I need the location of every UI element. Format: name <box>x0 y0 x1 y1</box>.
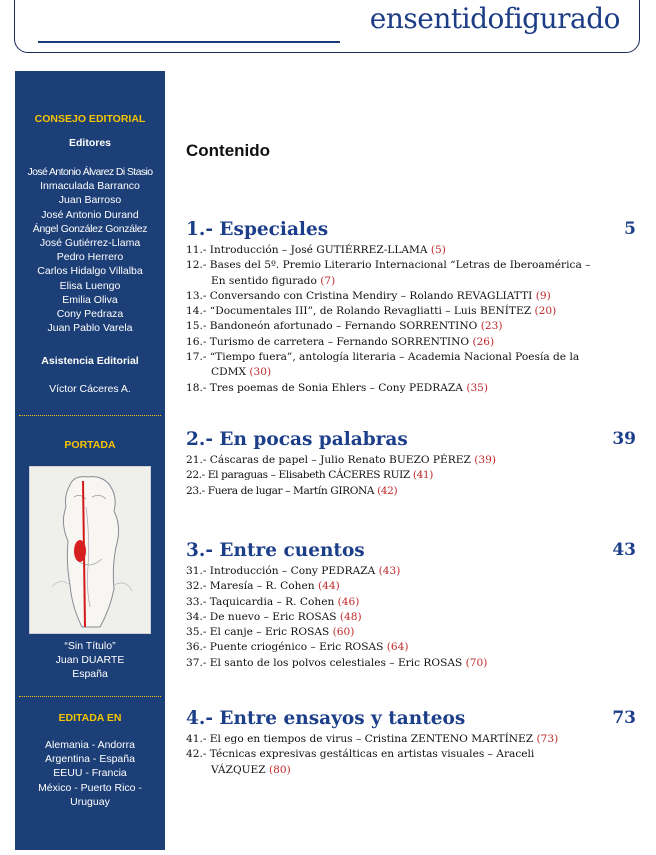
toc-entry[interactable]: 12.- Bases del 5º. Premio Literario Internacional “Letras de Iberoamérica – En sentido figurado (7) <box>186 259 591 287</box>
toc-entry[interactable]: 42.- Técnicas expresivas gestálticas en artistas visuales – Araceli VÁZQUEZ (80) <box>186 748 535 776</box>
country-line: México - Puerto Rico - <box>38 781 142 794</box>
portada-title: PORTADA <box>64 439 116 451</box>
entry-page: (43) <box>378 565 401 577</box>
entry-page: (41) <box>412 469 434 482</box>
toc-entry[interactable]: 11.- Introducción – José GUTIÉRREZ-LLAMA (5) <box>186 244 446 256</box>
editores-list <box>15 165 165 335</box>
editor-name: Inmaculada Barranco <box>40 180 140 193</box>
divider <box>19 415 161 416</box>
editor-name: Elisa Luengo <box>59 279 121 292</box>
country-line: Alemania - Andorra <box>45 739 135 751</box>
entry-page: (35) <box>466 381 489 394</box>
entry-page: (26) <box>472 335 495 348</box>
country-line: EEUU - Francia <box>53 767 127 780</box>
country-line: Uruguay <box>70 795 110 808</box>
toc-entry[interactable]: 22.- El paraguas – Elisabeth CÁCERES RUIZ (41) <box>186 469 434 482</box>
entry-page: (30) <box>249 366 272 379</box>
section-title[interactable]: 2.- En pocas palabras <box>186 429 408 450</box>
cover-caption <box>15 639 165 682</box>
cover-caption-country: España <box>72 668 108 681</box>
entry-page: (70) <box>465 656 488 669</box>
toc-entry[interactable]: 23.- Fuera de lugar – Martín GIRONA (42) <box>186 484 398 497</box>
editada-en-title: EDITADA EN <box>58 712 122 724</box>
asistencia-editorial-name: Víctor Cáceres A. <box>49 383 131 395</box>
content-title: Contenido <box>186 141 271 160</box>
entry-page: (9) <box>535 289 551 302</box>
editor-name: José Antonio Durand <box>41 208 139 221</box>
toc-entry[interactable]: 15.- Bandoneón afortunado – Fernando SORRENTINO (23) <box>186 320 503 333</box>
sidebar <box>15 71 165 850</box>
entry-page: (20) <box>534 305 557 318</box>
editor-name: José Antonio Álvarez Di Stasio <box>27 166 153 178</box>
toc-entry[interactable]: 16.- Turismo de carretera – Fernando SORRENTINO (26) <box>186 335 495 348</box>
entry-page: (5) <box>430 244 446 256</box>
toc-entry[interactable]: 17.- “Tiempo fuera”, antología literaria – Academia Nacional Poesía de la CDMX (30) <box>186 351 580 379</box>
editada-en-list <box>15 738 165 809</box>
entry-page: (7) <box>320 274 336 287</box>
toc-entry[interactable]: 18.- Tres poemas de Sonia Ehlers – Cony PEDRAZA (35) <box>186 381 489 394</box>
editor-name: Pedro Herrero <box>56 251 124 264</box>
section-title[interactable]: 1.- Especiales <box>186 219 329 240</box>
section-page-number[interactable]: 73 <box>612 708 636 728</box>
section-page-number[interactable]: 43 <box>612 540 636 560</box>
toc-entry[interactable]: 37.- El santo de los polvos celestiales – Eric ROSAS (70) <box>186 656 488 669</box>
editores-label: Editores <box>68 137 111 149</box>
asistencia-editorial-label: Asistencia Editorial <box>41 355 139 367</box>
entry-page: (23) <box>480 320 503 333</box>
entry-page: (46) <box>337 595 360 608</box>
toc-entry[interactable]: 35.- El canje – Eric ROSAS (60) <box>186 626 355 639</box>
torso-drawing-icon <box>30 467 150 633</box>
toc-entry[interactable]: 41.- El ego en tiempos de virus – Cristina ZENTENO MARTÍNEZ (73) <box>186 733 559 745</box>
entry-page: (44) <box>317 580 340 593</box>
masthead-logo: ensentidofigurado <box>369 2 620 35</box>
entry-page: (39) <box>474 454 496 466</box>
editor-name: Juan Pablo Varela <box>47 322 133 335</box>
toc-entry[interactable]: 32.- Maresía – R. Cohen (44) <box>186 580 340 593</box>
editor-name: Emilia Oliva <box>62 293 118 306</box>
toc-entry[interactable]: 36.- Puente criogénico – Eric ROSAS (64) <box>186 641 409 654</box>
cover-caption-title: “Sin Título” <box>64 640 116 652</box>
toc-entry[interactable]: 34.- De nuevo – Eric ROSAS (48) <box>186 610 362 623</box>
header-underline <box>38 41 340 43</box>
editor-name: Cony Pedraza <box>56 308 124 321</box>
section-title[interactable]: 3.- Entre cuentos <box>186 540 365 561</box>
section-page-number[interactable]: 5 <box>624 219 636 239</box>
entry-page: (64) <box>386 641 409 654</box>
country-line: Argentina - España <box>45 753 135 766</box>
editor-name: Carlos Hidalgo Villalba <box>37 265 143 278</box>
toc-section <box>186 708 636 778</box>
editor-name: Juan Barroso <box>58 194 122 207</box>
cover-artwork-image <box>29 466 151 634</box>
consejo-editorial-title: CONSEJO EDITORIAL <box>34 113 146 125</box>
entry-page: (60) <box>332 626 355 639</box>
entry-page: (73) <box>536 733 559 745</box>
divider <box>19 696 161 697</box>
editor-name: Ángel González González <box>32 222 148 235</box>
section-page-number[interactable]: 39 <box>612 429 636 449</box>
toc-section <box>186 219 636 396</box>
editor-name: José Gutiérrez-Llama <box>39 237 141 250</box>
entry-page: (48) <box>339 610 362 623</box>
entry-page: (42) <box>377 484 398 497</box>
toc-entry[interactable]: 13.- Conversando con Cristina Mendiry – Rolando REVAGLIATTI (9) <box>186 289 551 302</box>
toc-entry[interactable]: 33.- Taquicardia – R. Cohen (46) <box>186 595 360 608</box>
toc-entry[interactable]: 14.- “Documentales III”, de Rolando Revagliatti – Luis BENÍTEZ (20) <box>186 305 557 318</box>
section-title[interactable]: 4.- Entre ensayos y tanteos <box>186 708 466 729</box>
toc-entry[interactable]: 31.- Introducción – Cony PEDRAZA (43) <box>186 565 401 577</box>
toc-section <box>186 429 636 499</box>
cover-caption-artist: Juan DUARTE <box>55 654 125 667</box>
entry-page: (80) <box>269 763 291 776</box>
toc-section <box>186 540 636 671</box>
toc-entry[interactable]: 21.- Cáscaras de papel – Julio Renato BUEZO PÉREZ (39) <box>186 454 496 466</box>
